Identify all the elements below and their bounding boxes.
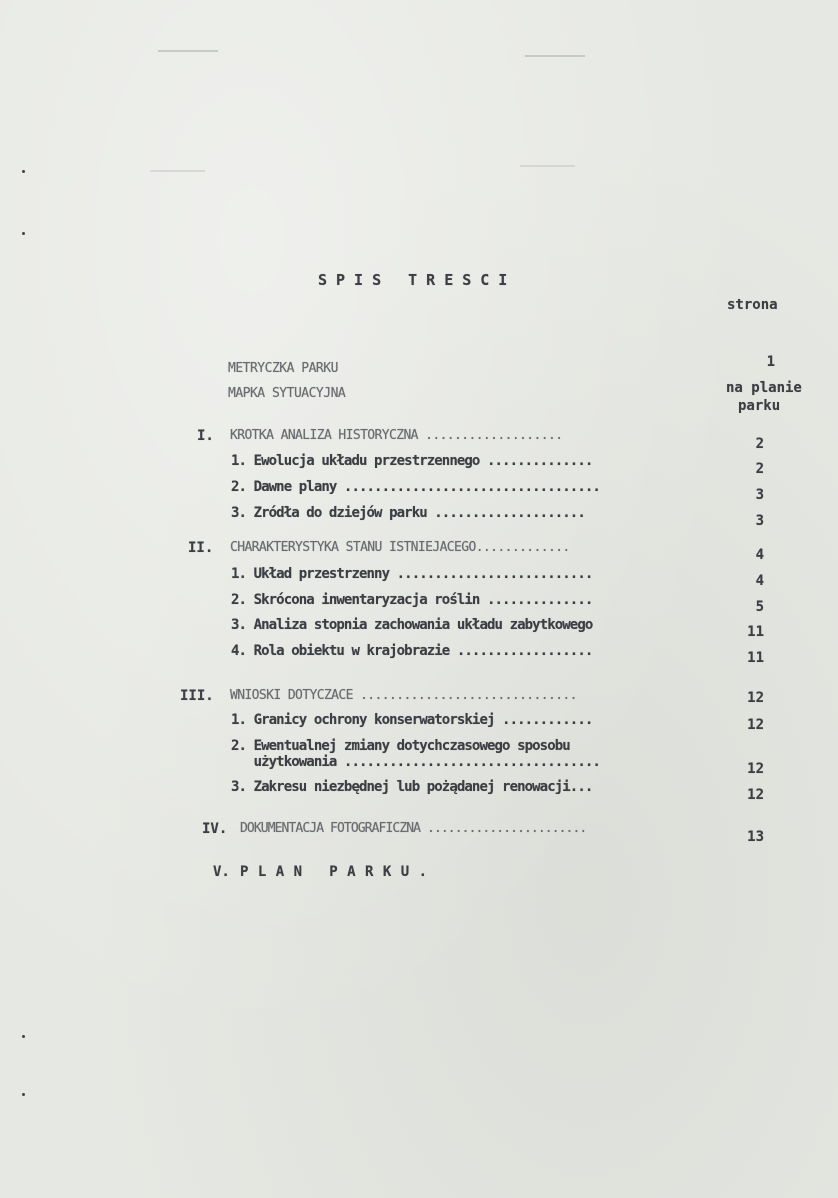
toc-entry-page: na planie [726, 380, 802, 396]
section-numeral: IV. [202, 821, 228, 837]
scan-smudge [150, 170, 205, 172]
toc-item-page: 12 [747, 787, 764, 803]
toc-item-label: 2. Ewentualnej zmiany dotychczasowego sposobu [231, 738, 570, 754]
page-column-header: strona [727, 297, 778, 313]
toc-entry-page: 1 [766, 354, 775, 370]
section-numeral: I. [197, 428, 214, 444]
section-label: WNIOSKI DOTYCZACE .............................. [230, 688, 577, 703]
toc-item-page: 3 [755, 513, 764, 529]
toc-item-page: 12 [747, 717, 764, 733]
toc-item-label: 1. Ewolucja układu przestrzennego .............. [231, 453, 593, 469]
section-label: CHARAKTERYSTYKA STANU ISTNIEJACEGO............. [230, 540, 570, 555]
toc-item-label: 2. Dawne plany .................................. [231, 479, 600, 495]
toc-item-label: 4. Rola obiektu w krajobrazie .................. [231, 643, 593, 659]
toc-entry-label: MAPKA SYTUACYJNA [228, 386, 346, 401]
section-label: P L A N P A R K U . [240, 864, 428, 880]
punch-mark [22, 1093, 25, 1096]
toc-item-label: 1. Układ przestrzenny .......................... [231, 566, 593, 582]
toc-item-label: 1. Granicy ochrony konserwatorskiej ............ [231, 712, 593, 728]
section-numeral: V. [213, 864, 230, 880]
section-page: 13 [747, 829, 764, 845]
toc-item-label: 3. Zródła do dziejów parku .................... [231, 505, 585, 521]
toc-item-page: 4 [755, 573, 764, 589]
section-page: 4 [755, 547, 764, 563]
toc-item-page: 5 [755, 599, 764, 615]
punch-mark [22, 170, 25, 173]
toc-item-page: 3 [755, 487, 764, 503]
punch-mark [22, 232, 25, 235]
scan-smudge [158, 50, 218, 52]
section-label: DOKUMENTACJA FOTOGRAFICZNA ....................... [240, 821, 587, 836]
document-title: SPIS TRESCI [318, 271, 517, 289]
section-page: 12 [747, 690, 764, 706]
punch-mark [22, 1035, 25, 1038]
toc-item-page: 11 [747, 624, 764, 640]
toc-item-label: użytkowania .................................. [231, 754, 600, 770]
section-numeral: II. [188, 540, 214, 556]
section-page: 2 [755, 436, 764, 452]
scan-smudge [520, 165, 575, 167]
section-numeral: III. [180, 688, 214, 704]
toc-entry-label: METRYCZKA PARKU [228, 361, 338, 376]
toc-item-label: 3. Analiza stopnia zachowania układu zabytkowego [231, 617, 593, 633]
section-label: KROTKA ANALIZA HISTORYCZNA ................... [230, 428, 563, 443]
toc-item-page: 2 [755, 461, 764, 477]
toc-item-label: 3. Zakresu niezbędnej lub pożądanej renowacji... [231, 779, 593, 795]
scan-smudge [525, 55, 585, 57]
toc-item-page: 11 [747, 650, 764, 666]
toc-item-label: 2. Skrócona inwentaryzacja roślin .............. [231, 592, 593, 608]
toc-entry-page: parku [738, 398, 781, 414]
toc-item-page: 12 [747, 761, 764, 777]
